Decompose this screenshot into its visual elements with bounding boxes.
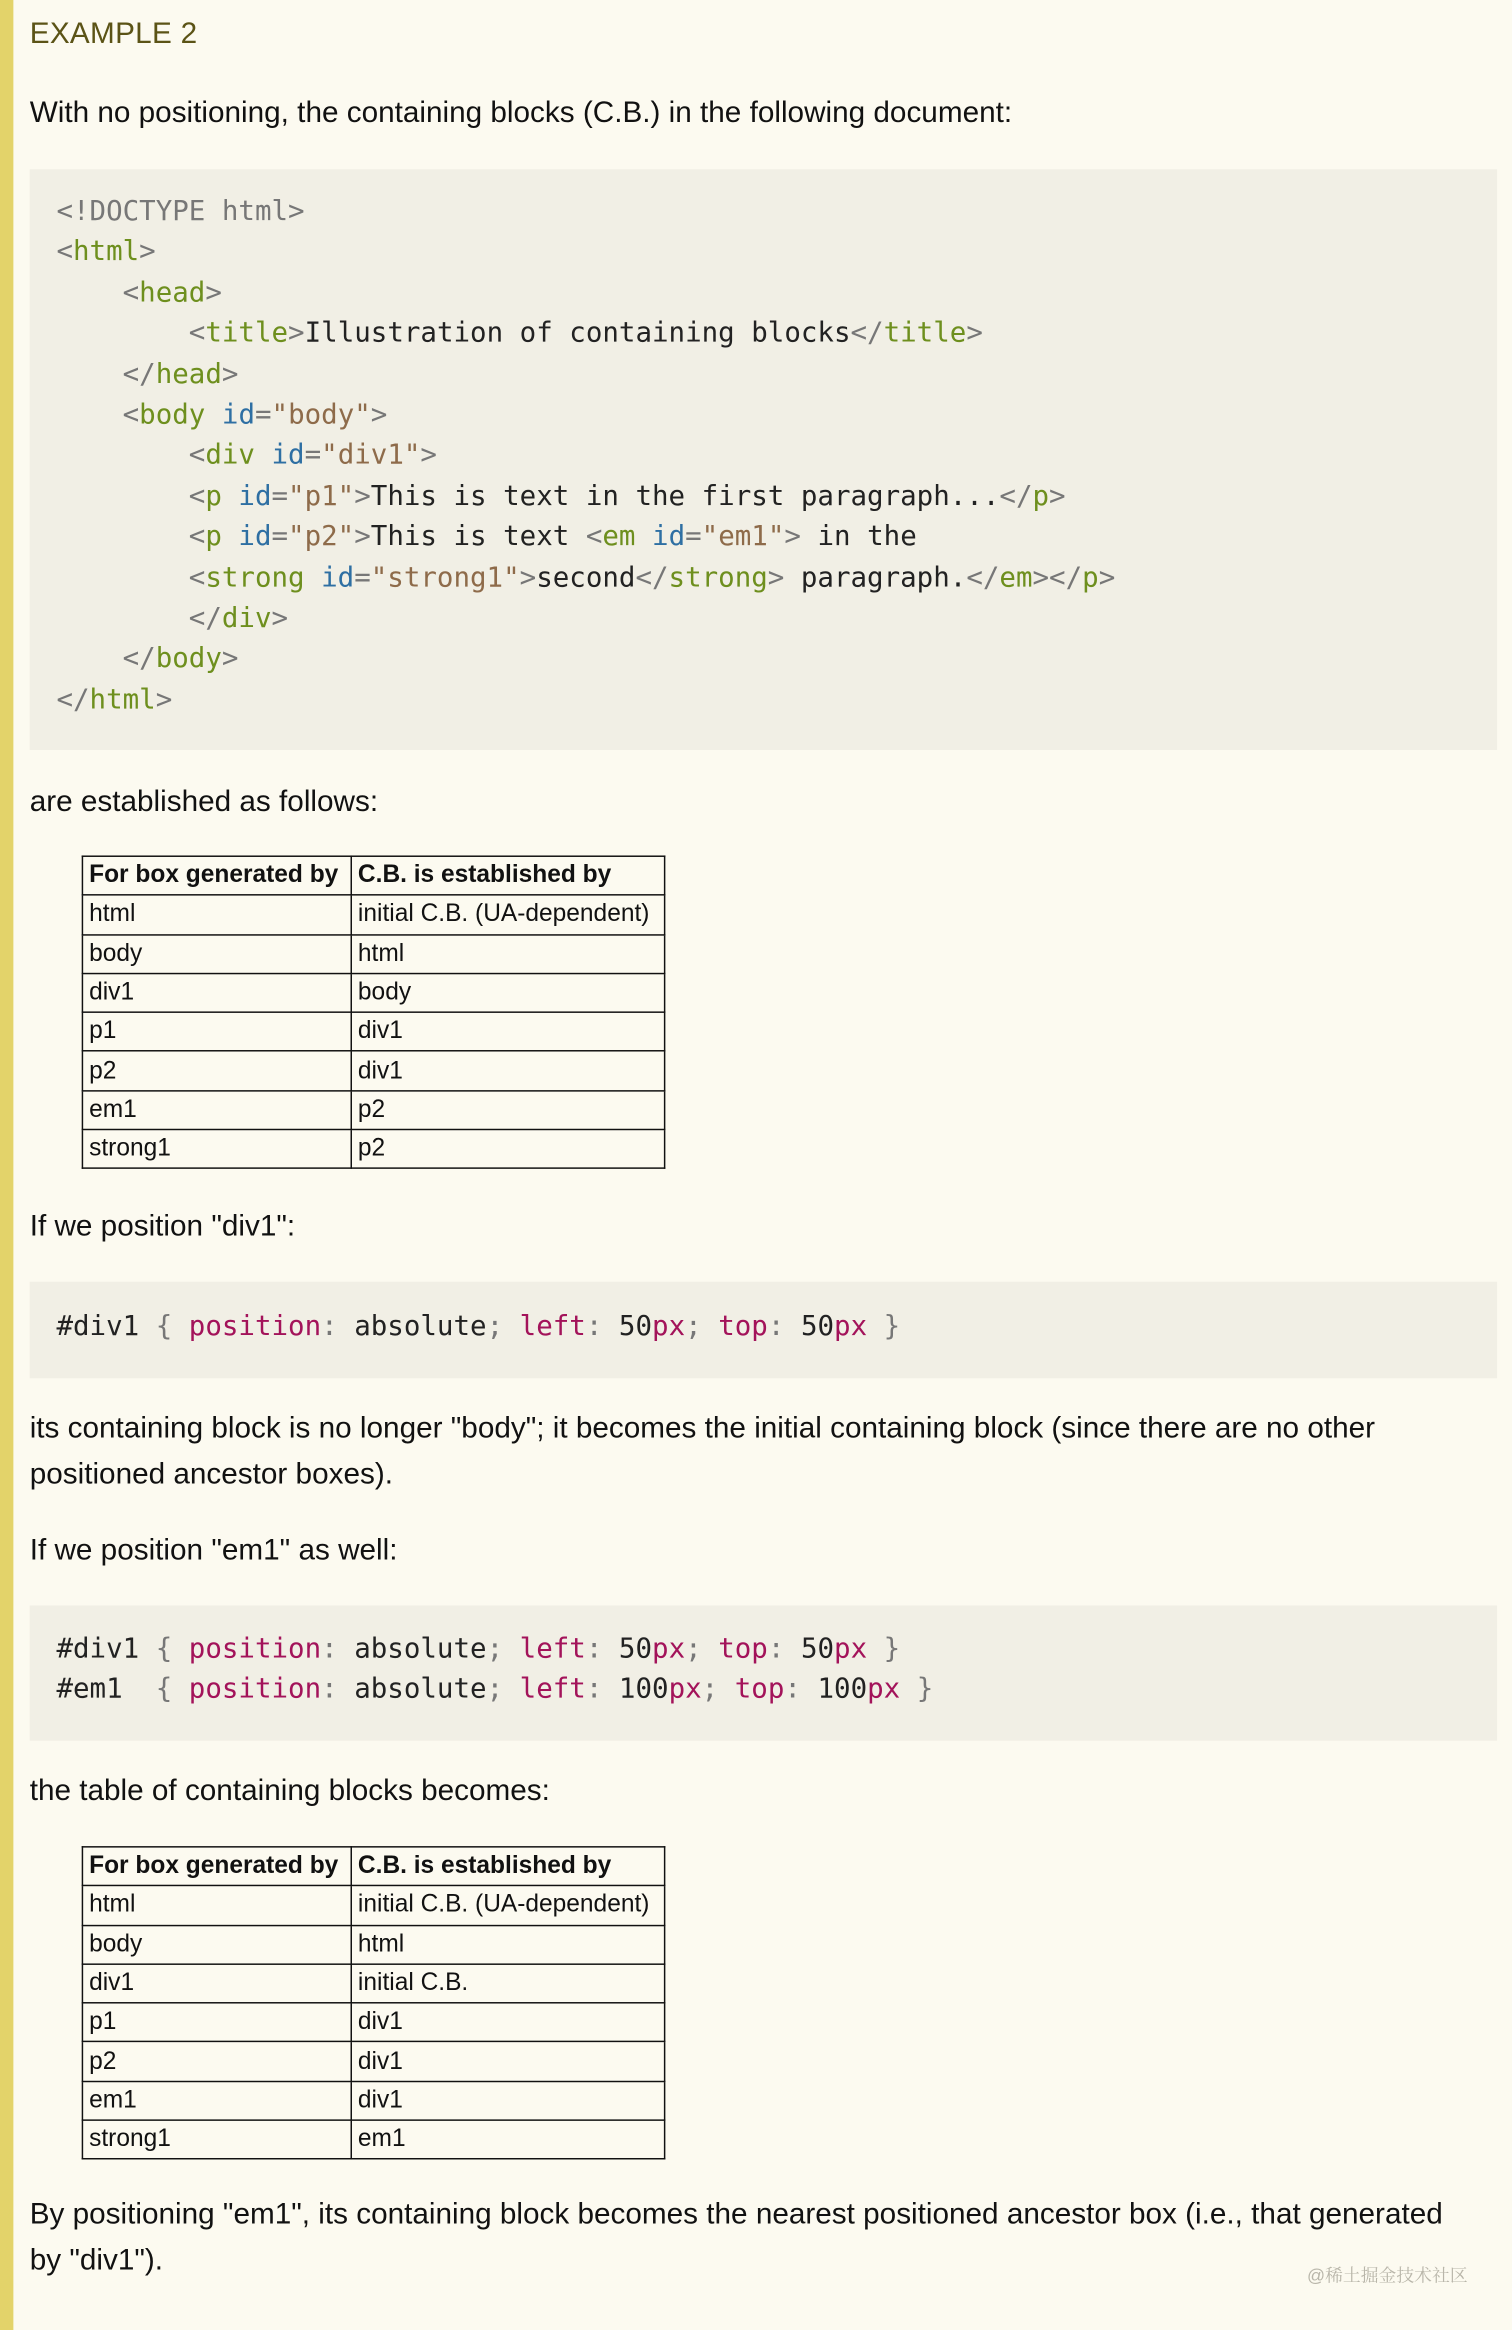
- code-line: [56, 639, 1497, 680]
- site-watermark: @稀土掘金技术社区: [1306, 2264, 1468, 2286]
- box-cell: em1: [82, 1091, 351, 1130]
- code-token: [56, 644, 122, 675]
- box-cell: em1: [82, 2081, 351, 2120]
- code-token: [255, 440, 272, 471]
- code-token: [56, 603, 188, 634]
- box-cell: body: [82, 1925, 351, 1964]
- code-token: =: [271, 480, 289, 512]
- code-token: >: [155, 684, 173, 716]
- code-token: <: [188, 562, 206, 594]
- code-token: "div1": [321, 440, 421, 472]
- containing-block-cell: div1: [351, 1051, 664, 1090]
- code-token: em: [602, 521, 636, 553]
- code-token: body: [155, 643, 222, 675]
- code-token: px: [652, 1633, 686, 1665]
- code-line: [56, 354, 1497, 395]
- code-token: <: [188, 521, 206, 553]
- header-cb-established-by: C.B. is established by: [351, 1847, 664, 1886]
- table-row: [82, 1130, 664, 1169]
- code-token: "p2": [288, 521, 355, 553]
- code-token: This is text in the first paragraph...: [370, 480, 1000, 512]
- code-line: [56, 680, 1497, 721]
- code-token: =: [304, 440, 322, 472]
- code-token: </: [635, 562, 669, 594]
- table-row: [82, 2081, 664, 2120]
- conclusion-paragraph: By positioning "em1", its containing block becomes the nearest positioned ancestor box (i.e., that generated by "div1").: [29, 2198, 1443, 2277]
- code-token: px: [867, 1674, 901, 1706]
- table-row: [82, 1091, 664, 1130]
- code-line: [56, 273, 1497, 314]
- code-token: left: [519, 1674, 586, 1706]
- code-token: >: [966, 318, 983, 350]
- code-line: [56, 314, 1497, 355]
- code-line: [56, 598, 1497, 639]
- code-token: <: [188, 440, 206, 472]
- code-token: div: [221, 602, 272, 635]
- table-becomes-paragraph: the table of containing blocks becomes:: [29, 1774, 550, 1808]
- code-token: =: [271, 521, 289, 553]
- code-token: >: [205, 277, 222, 309]
- code-token: id: [321, 562, 355, 594]
- table-header-row: [82, 856, 664, 895]
- code-token: :: [784, 1674, 818, 1706]
- code-token: :: [321, 1311, 355, 1343]
- code-token: html: [72, 236, 140, 268]
- containing-block-cell: p2: [351, 1130, 664, 1169]
- code-token: title: [883, 318, 967, 350]
- table-row: [82, 2003, 664, 2042]
- code-token: [56, 359, 122, 390]
- code-token: :: [767, 1311, 801, 1343]
- code-token: top: [718, 1633, 768, 1665]
- box-cell: div1: [82, 973, 351, 1012]
- code-token: position: [188, 1633, 322, 1665]
- code-token: =: [685, 521, 702, 553]
- css-code-block-div1-em1: [30, 1606, 1497, 1741]
- code-token: px: [834, 1633, 868, 1665]
- code-token: This is text: [370, 521, 586, 553]
- containing-block-cell: em1: [351, 2120, 664, 2159]
- box-cell: body: [82, 934, 351, 973]
- code-token: strong: [205, 562, 305, 594]
- position-em1-paragraph: If we position "em1" as well:: [29, 1534, 398, 1567]
- code-token: px: [834, 1311, 868, 1343]
- code-token: :: [585, 1311, 619, 1343]
- code-token: <: [188, 318, 206, 350]
- code-token: ;: [701, 1674, 735, 1706]
- code-token: {: [155, 1674, 189, 1706]
- code-token: >: [221, 643, 239, 675]
- code-line: [56, 476, 1497, 517]
- code-token: [222, 521, 239, 552]
- code-token: :: [585, 1674, 619, 1706]
- code-line: [56, 192, 1497, 233]
- containing-block-cell: div1: [351, 2042, 664, 2081]
- code-token: <: [122, 399, 140, 431]
- containing-block-cell: div1: [351, 2003, 664, 2042]
- box-cell: div1: [82, 1964, 351, 2003]
- code-token: >: [354, 480, 371, 512]
- code-token: </: [966, 562, 1000, 594]
- example-heading: EXAMPLE 2: [29, 17, 198, 51]
- code-token: 100: [817, 1674, 868, 1706]
- code-token: [56, 399, 122, 430]
- code-token: absolute: [354, 1633, 487, 1665]
- code-token: px: [652, 1311, 686, 1343]
- table-row: [82, 973, 664, 1012]
- code-token: "em1": [701, 521, 785, 553]
- code-token: >: [1049, 480, 1066, 512]
- code-token: 50: [800, 1633, 835, 1665]
- code-token: head: [155, 358, 222, 390]
- containing-blocks-table-updated: [82, 1846, 666, 2160]
- code-token: paragraph.: [784, 562, 967, 594]
- code-token: p: [1082, 562, 1099, 594]
- code-line: [56, 436, 1497, 477]
- table-row: [82, 2120, 664, 2159]
- code-token: :: [585, 1633, 619, 1665]
- code-token: in the: [800, 521, 917, 553]
- code-token: absolute: [354, 1311, 487, 1343]
- code-token: px: [668, 1674, 702, 1706]
- code-token: <: [56, 236, 73, 268]
- box-cell: strong1: [82, 2120, 351, 2159]
- code-token: second: [536, 562, 636, 594]
- code-token: 50: [618, 1311, 653, 1343]
- code-token: left: [519, 1633, 586, 1665]
- containing-block-cell: initial C.B. (UA-dependent): [351, 1886, 664, 1925]
- code-token: >: [221, 358, 239, 390]
- code-token: [305, 562, 322, 593]
- containing-block-cell: p2: [351, 1091, 664, 1130]
- code-token: #div1: [56, 1311, 156, 1343]
- code-token: =: [254, 399, 272, 431]
- code-token: >: [271, 602, 289, 635]
- code-token: title: [205, 318, 289, 350]
- code-token: ></: [1032, 562, 1083, 594]
- code-token: }: [867, 1633, 901, 1665]
- code-token: div: [205, 440, 255, 472]
- code-token: #div1: [56, 1633, 156, 1665]
- code-token: </: [122, 643, 156, 675]
- no-longer-body-paragraph: its containing block is no longer "body"; it becomes the initial containing block (since there are no other positioned ancestor boxes).: [29, 1412, 1376, 1492]
- code-token: p: [205, 521, 222, 553]
- code-token: ;: [486, 1311, 520, 1343]
- code-line: [56, 395, 1497, 436]
- code-token: position: [188, 1674, 322, 1706]
- containing-block-cell: body: [351, 973, 664, 1012]
- code-line: [56, 1670, 1497, 1711]
- header-cb-established-by: C.B. is established by: [351, 856, 664, 895]
- box-cell: strong1: [82, 1130, 351, 1169]
- table-row: [82, 2042, 664, 2081]
- code-token: >: [420, 440, 437, 472]
- code-token: [56, 440, 188, 471]
- code-token: >: [288, 318, 305, 350]
- code-line: [56, 232, 1497, 273]
- box-cell: p1: [82, 2003, 351, 2042]
- code-token: "body": [271, 399, 371, 431]
- containing-blocks-table: [82, 855, 666, 1169]
- css-code-block-div1: [30, 1282, 1497, 1379]
- code-token: "p1": [288, 480, 355, 512]
- code-token: <: [585, 521, 603, 553]
- code-token: p: [1032, 480, 1050, 512]
- position-div1-paragraph: If we position "div1":: [29, 1210, 296, 1244]
- example-sidebar-bar: [0, 0, 13, 2330]
- code-token: [222, 481, 239, 512]
- code-token: }: [900, 1674, 934, 1706]
- box-cell: p1: [82, 1012, 351, 1051]
- code-token: top: [718, 1311, 768, 1343]
- code-token: position: [188, 1311, 322, 1343]
- code-token: id: [238, 480, 272, 512]
- html-code-block: [30, 169, 1497, 750]
- code-token: id: [652, 521, 686, 553]
- code-token: [56, 521, 188, 552]
- code-token: [205, 399, 222, 430]
- code-token: Illustration of containing blocks: [304, 318, 851, 350]
- header-box-generated-by: For box generated by: [82, 1847, 351, 1886]
- containing-block-cell: initial C.B.: [351, 1964, 664, 2003]
- code-token: =: [354, 562, 371, 594]
- code-line: [56, 1629, 1497, 1670]
- code-token: <: [122, 277, 140, 309]
- code-token: </: [999, 480, 1033, 512]
- code-token: id: [238, 521, 272, 553]
- code-token: </: [56, 684, 90, 716]
- table-header-row: [82, 1847, 664, 1886]
- code-token: absolute: [354, 1674, 487, 1706]
- code-token: >: [370, 399, 388, 431]
- code-token: </: [188, 602, 222, 635]
- code-token: >: [354, 521, 371, 553]
- code-token: ;: [486, 1674, 520, 1706]
- code-token: </: [122, 358, 156, 390]
- code-token: top: [734, 1674, 785, 1706]
- code-token: <: [188, 480, 206, 512]
- table-row: [82, 1925, 664, 1964]
- code-token: </: [850, 318, 884, 350]
- code-token: ;: [685, 1633, 719, 1665]
- code-token: "strong1": [370, 562, 520, 594]
- code-token: body: [139, 399, 206, 431]
- table-row: [82, 1964, 664, 2003]
- containing-block-cell: initial C.B. (UA-dependent): [351, 895, 664, 934]
- table-row: [82, 895, 664, 934]
- box-cell: p2: [82, 2042, 351, 2081]
- code-token: #em1: [56, 1674, 156, 1706]
- code-token: 50: [618, 1633, 653, 1665]
- code-token: <!DOCTYPE html>: [56, 196, 305, 228]
- containing-block-cell: div1: [351, 1012, 664, 1051]
- table-row: [82, 934, 664, 973]
- table-row: [82, 1051, 664, 1090]
- code-token: >: [784, 521, 801, 553]
- code-token: strong: [668, 562, 768, 594]
- code-token: ;: [685, 1311, 719, 1343]
- code-token: p: [205, 480, 222, 512]
- code-token: [56, 318, 188, 349]
- code-token: :: [321, 1674, 355, 1706]
- code-token: >: [1098, 562, 1116, 594]
- box-cell: html: [82, 1886, 351, 1925]
- code-token: [635, 521, 652, 552]
- code-token: head: [139, 277, 206, 309]
- code-token: }: [867, 1311, 901, 1343]
- code-token: ;: [486, 1633, 520, 1665]
- code-token: [56, 562, 188, 593]
- table-row: [82, 1886, 664, 1925]
- code-token: >: [519, 562, 537, 594]
- table-row: [82, 1012, 664, 1051]
- containing-block-cell: div1: [351, 2081, 664, 2120]
- code-token: :: [321, 1633, 355, 1665]
- code-token: [56, 277, 122, 308]
- code-line: [56, 1307, 1497, 1348]
- code-token: [56, 481, 188, 512]
- box-cell: html: [82, 895, 351, 934]
- code-token: >: [139, 236, 156, 268]
- code-token: {: [155, 1633, 189, 1665]
- box-cell: p2: [82, 1051, 351, 1090]
- code-token: id: [221, 399, 255, 431]
- containing-block-cell: html: [351, 934, 664, 973]
- code-token: left: [519, 1311, 586, 1343]
- code-token: {: [155, 1311, 189, 1343]
- containing-block-cell: html: [351, 1925, 664, 1964]
- code-token: >: [767, 562, 785, 594]
- code-token: 50: [800, 1311, 835, 1343]
- intro-paragraph: With no positioning, the containing blocks (C.B.) in the following document:: [29, 96, 1013, 130]
- code-token: id: [271, 440, 305, 472]
- code-line: [56, 517, 1497, 558]
- established-paragraph: are established as follows:: [29, 785, 379, 819]
- code-token: em: [999, 562, 1033, 594]
- code-token: html: [89, 684, 156, 716]
- code-token: :: [767, 1633, 801, 1665]
- header-box-generated-by: For box generated by: [82, 856, 351, 895]
- code-token: 100: [618, 1674, 669, 1706]
- code-line: [56, 558, 1497, 599]
